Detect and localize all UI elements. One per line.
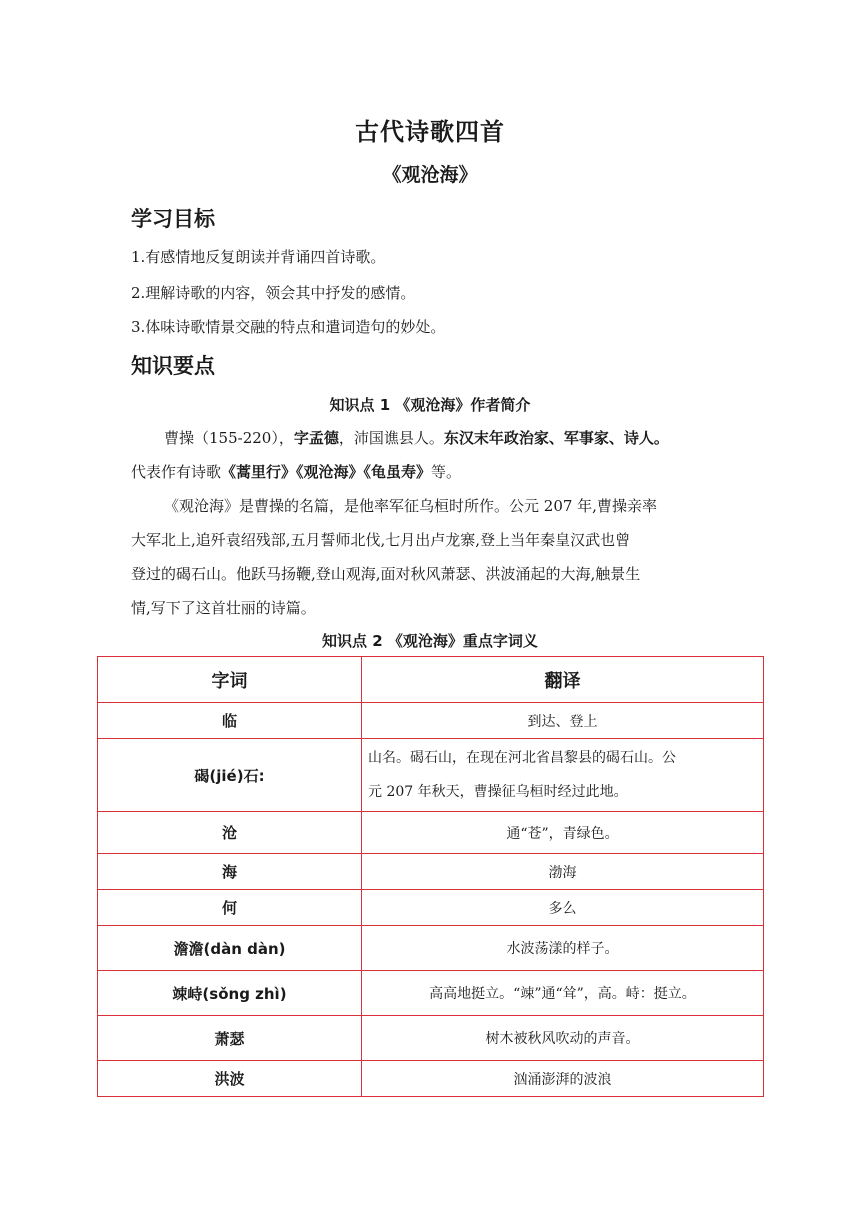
section-heading-knowledge: 知识要点: [131, 354, 215, 378]
paragraph-line: 大军北上,追歼袁绍残部,五月誓师北伐,七月出卢龙寨,登上当年秦皇汉武也曾: [131, 531, 631, 549]
paragraph-line: 《观沧海》是曹操的名篇，是他率军征乌桓时所作。公元 207 年,曹操亲率: [164, 497, 657, 515]
translation-cell: 到达、登上: [362, 703, 764, 739]
paragraph-line: 登过的碣石山。他跃马扬鞭,登山观海,面对秋风萧瑟、洪波涌起的大海,触景生: [131, 565, 641, 583]
author-text: 等。: [431, 463, 462, 481]
translation-line: 山名。碣石山，在现在河北省昌黎县的碣石山。公: [368, 750, 676, 766]
translation-cell: 树木被秋风吹动的声音。: [362, 1016, 764, 1061]
table-header-row: [98, 657, 764, 703]
author-text: 代表作有诗歌: [131, 463, 222, 481]
paragraph-line: 情,写下了这首壮丽的诗篇。: [131, 599, 316, 617]
translation-cell: 高高地挺立。“竦”通“耸”，高。峙：挺立。: [362, 971, 764, 1016]
column-header-term: 字词: [98, 657, 362, 703]
translation-line: 元 207 年秋天，曹操征乌桓时经过此地。: [368, 784, 628, 800]
goal-item: 2.理解诗歌的内容，领会其中抒发的感情。: [131, 284, 416, 302]
term-cell: 洪波: [98, 1061, 362, 1097]
representative-works: 《蒿里行》《观沧海》《龟虽寿》: [221, 463, 432, 481]
column-header-translation: 翻译: [362, 657, 764, 703]
author-text: ，沛国谯县人。: [338, 429, 444, 447]
document-title: 古代诗歌四首: [355, 118, 505, 146]
table-row: [98, 812, 764, 854]
translation-cell: 通“苍”，青绿色。: [362, 812, 764, 854]
translation-cell: 汹涌澎湃的波浪: [362, 1061, 764, 1097]
term-cell: 澹澹(dàn dàn): [98, 926, 362, 971]
term-cell: 竦峙(sǒng zhì): [98, 971, 362, 1016]
author-text: 曹操（155-220），: [164, 429, 294, 447]
vocabulary-table: [97, 656, 764, 1097]
term-cell: 碣(jié)石:: [98, 739, 362, 812]
author-identity: 东汉末年政治家、军事家、诗人。: [443, 429, 669, 447]
table-row: [98, 1061, 764, 1097]
author-intro-paragraph: [131, 421, 731, 489]
table-row: [98, 926, 764, 971]
table-row: [98, 739, 764, 812]
poem-title: 《观沧海》: [382, 164, 478, 186]
goal-item: 3.体味诗歌情景交融的特点和遣词造句的妙处。: [131, 318, 446, 336]
section-heading-goals: 学习目标: [131, 207, 215, 231]
term-cell: 萧瑟: [98, 1016, 362, 1061]
knowledge-point-1-title: 知识点 1 《观沧海》作者简介: [329, 396, 531, 414]
background-paragraph: [131, 489, 731, 625]
term-cell: 海: [98, 854, 362, 890]
table-row: [98, 890, 764, 926]
knowledge-point-2-title: 知识点 2 《观沧海》重点字词义: [322, 632, 538, 650]
translation-cell: 多么: [362, 890, 764, 926]
translation-cell: 渤海: [362, 854, 764, 890]
translation-cell: [362, 739, 764, 812]
author-courtesy-name: 字孟德: [293, 429, 339, 447]
goal-item: 1.有感情地反复朗读并背诵四首诗歌。: [131, 248, 386, 266]
term-cell: 沧: [98, 812, 362, 854]
table-row: [98, 1016, 764, 1061]
term-cell: 临: [98, 703, 362, 739]
term-cell: 何: [98, 890, 362, 926]
table-row: [98, 971, 764, 1016]
table-row: [98, 703, 764, 739]
translation-cell: 水波荡漾的样子。: [362, 926, 764, 971]
table-row: [98, 854, 764, 890]
